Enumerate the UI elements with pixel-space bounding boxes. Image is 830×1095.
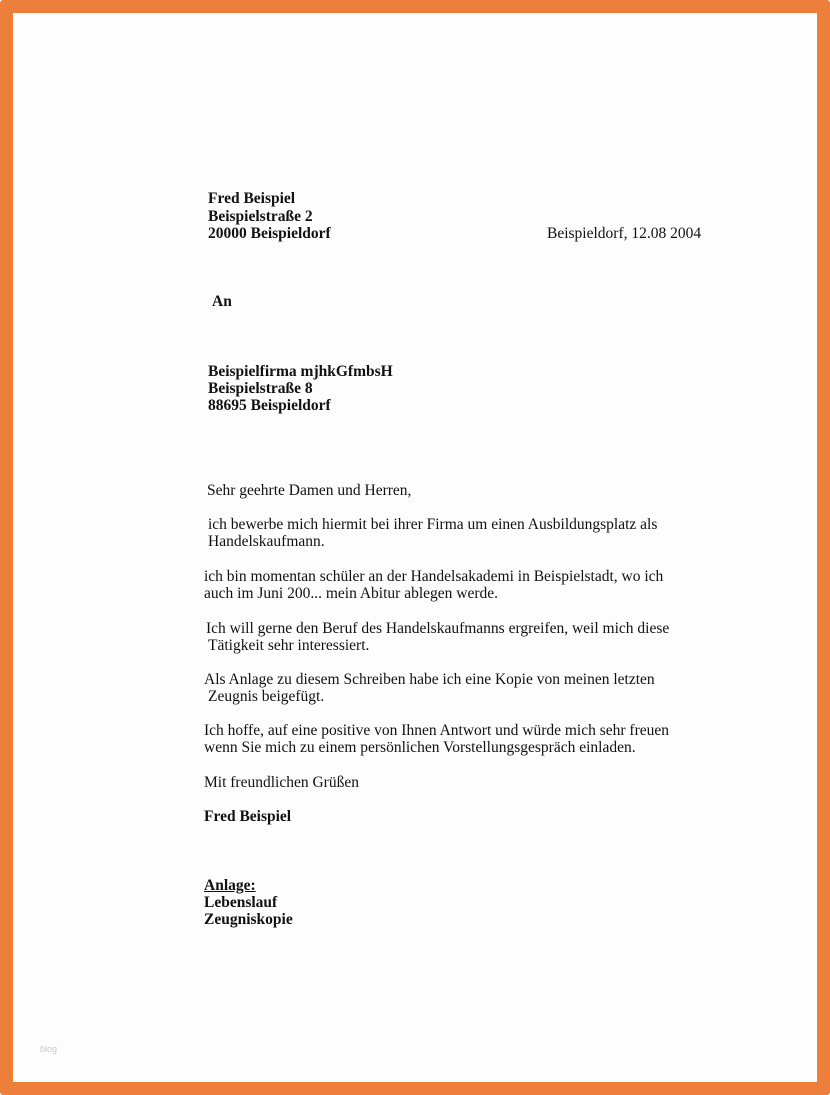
- attachments-heading: Anlage:: [204, 877, 256, 894]
- sender-street: Beispielstraße 2: [208, 208, 313, 225]
- place-date: Beispieldorf, 12.08 2004: [547, 225, 702, 242]
- paragraph-line: ich bin momentan schüler an der Handelsakademi in Beispielstadt, wo ich: [204, 568, 664, 585]
- paragraph-line: Zeugnis beigefügt.: [208, 688, 325, 705]
- recipient-street: Beispielstraße 8: [208, 380, 313, 397]
- paragraph-line: Als Anlage zu diesem Schreiben habe ich eine Kopie von meinen letzten: [204, 671, 655, 688]
- paragraph-line: Ich will gerne den Beruf des Handelskaufmanns ergreifen, weil mich diese: [206, 620, 670, 637]
- paragraph-line: ich bewerbe mich hiermit bei ihrer Firma um einen Ausbildungsplatz als: [208, 516, 658, 533]
- to-label: An: [212, 293, 232, 310]
- signature: Fred Beispiel: [204, 808, 292, 825]
- attachment-item: Lebenslauf: [204, 894, 278, 911]
- watermark: blog: [40, 1044, 58, 1054]
- paragraph-line: Handelskaufmann.: [208, 533, 325, 550]
- paragraph-line: auch im Juni 200... mein Abitur ablegen werde.: [204, 585, 499, 602]
- paragraph-line: wenn Sie mich zu einem persönlichen Vorstellungsgespräch einladen.: [204, 739, 636, 756]
- recipient-city: 88695 Beispieldorf: [208, 397, 331, 414]
- letter-page: [13, 13, 817, 1082]
- sender-name: Fred Beispiel: [208, 190, 296, 207]
- recipient-company: Beispielfirma mjhkGfmbsH: [208, 363, 393, 380]
- salutation: Sehr geehrte Damen und Herren,: [207, 482, 412, 499]
- paragraph-line: Tätigkeit sehr interessiert.: [208, 637, 370, 654]
- closing: Mit freundlichen Grüßen: [204, 774, 359, 791]
- attachment-item: Zeugniskopie: [204, 911, 293, 928]
- sender-city: 20000 Beispieldorf: [208, 225, 331, 242]
- paragraph-line: Ich hoffe, auf eine positive von Ihnen Antwort und würde mich sehr freuen: [204, 722, 670, 739]
